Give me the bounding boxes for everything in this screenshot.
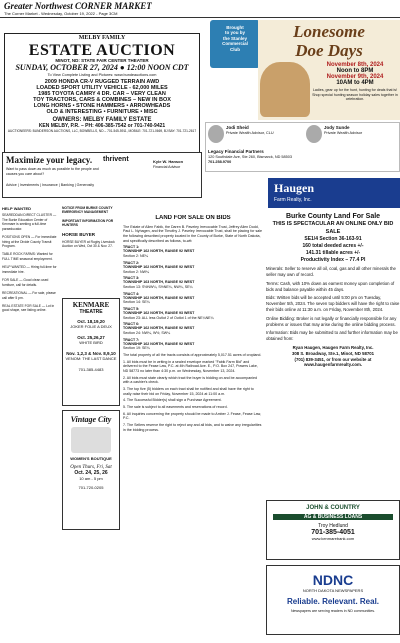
burke-address: 308 S. Broadway, Ste.1, Minot, ND 58701 <box>291 350 375 356</box>
haugen-title: Haugen <box>274 181 315 195</box>
agent-title: Financial Advisor <box>153 165 181 169</box>
advisor-photo <box>306 125 322 143</box>
melby-auctioneers: AUCTIONEERS: BUNDERSON AUCTIONS, LLC, BOWBELLS, ND – 701-545-5911, MOBILE: 701-721-0669, BJ BAY: 701-721-2617 <box>7 129 197 134</box>
tract-section: Section 19: SE¼ <box>123 346 150 351</box>
advisor-title-2: Private Wealth Advisor <box>324 130 363 135</box>
vintage-tag: WOMEN'S BOUTIQUE <box>70 456 112 461</box>
term-item: 4. The Successful Bidder(s) shall sign a Purchase Agreement. <box>123 398 222 403</box>
tract-section: Section 2: NE¼ <box>123 254 148 259</box>
club-line: the Stanley <box>222 35 247 41</box>
melby-title: ESTATE AUCTION <box>28 41 176 59</box>
vintage-time: 10 am - 5 pm <box>79 476 103 481</box>
thrivent-sub: Want to pass down as much as possible to the people and causes you care about? <box>6 167 99 176</box>
tract-township: TOWNSHIP 162 NORTH, RANGE 93 WEST <box>123 310 195 315</box>
melby-item: OLD & INTERESTING • FURNITURE • MISC <box>46 109 158 116</box>
haugen-logo <box>268 178 400 208</box>
tract-township: TOWNSHIP 162 NORTH, RANGE 92 WEST <box>123 341 195 346</box>
classified-item: SEAREDDAN DIRECT CLUSTER — The Burke Education Center of Kenmare is seeking a full-time paraeducator. <box>2 213 57 231</box>
vintage-hours: Open Thurs, Fri, Sat <box>70 465 112 470</box>
doe-title-2: Doe Days <box>295 41 363 60</box>
notice-item: HORSE BUYER at Rugby Livestock Auction on Wed, Oct 30 & Nov. 27. <box>62 239 115 249</box>
tract-township: TOWNSHIP 163 NORTH, RANGE 92 WEST <box>123 280 195 285</box>
tract-label: TRACT 6: <box>123 322 140 327</box>
tract-label: TRACT 2: <box>123 260 140 265</box>
agent-name: Kyle W. Hanson <box>153 159 184 164</box>
show-dates: Oct. 18,19,20 <box>77 319 105 324</box>
masthead: Greater Northwest CORNER MARKET <box>4 1 152 11</box>
issue-line: The Corner Market - Wednesday, October 19, 2022 - Page 3CM <box>4 11 118 16</box>
kenmare-theatre-ad <box>62 298 120 406</box>
show-title: VENOM: THE LAST DANCE <box>65 356 117 361</box>
tract-township: TOWNSHIP 162 NORTH, RANGE 92 WEST <box>123 326 195 331</box>
burke-body: Online Bidding: Broker is not legally or financially responsible for any problems or issues that may arise during the online bidding process. <box>266 315 397 327</box>
ndnc-tagline: Reliable. Relevant. Real. <box>286 597 380 606</box>
land-title: LAND FOR SALE ON BIDS <box>155 215 231 221</box>
burke-body: Terms: Cash, with 10% down as earnest money upon completion of bids and balance payable within 45 days. <box>266 280 395 292</box>
tract-label: TRACT 7: <box>123 337 140 342</box>
bank-contact: Troy Hedlund <box>318 523 348 529</box>
melby-item: 1985 TOYOTA CAMRY 4 DR. CAR – VERY CLEAN <box>38 91 166 98</box>
burke-county-land-ad <box>266 212 400 496</box>
term-item: 7. The Sellers reserve the right to reject any and all bids, and to waive any irregularities in the bidding process. <box>123 422 262 432</box>
melby-preview: To View Complete Listing and Pictures: www.bundeauctions.com <box>47 72 157 77</box>
classifieds-title: HELP WANTED <box>2 206 32 211</box>
classified-item: POSITIONS OPEN — For immediate hiring at the Divide County Transit Program. <box>2 235 57 249</box>
classified-item: RECREATIONAL — For sale, please call after 5 pm. <box>2 291 56 300</box>
tract-label: TRACT 4: <box>123 291 140 296</box>
doe-date-1: November 8th, 2024 <box>326 62 384 68</box>
club-line: Club <box>230 46 240 52</box>
doe-blurb: Ladies, gear up for the hunt, hunting for deals that is! Shop special hunting season holiday sales together in celebration. <box>312 88 398 102</box>
bank-ad <box>266 500 400 560</box>
show-dates: Nov. 1,2,3 & Nov. 8,9,10 <box>66 351 116 356</box>
tract-list <box>123 245 263 350</box>
advisor-address: 120 Southdale Ave, Ste 260, Bismarck, ND 58503 <box>208 154 292 159</box>
notice-item: IMPORTANT INFORMATION FOR HUNTERS <box>62 218 114 228</box>
advisor-name-2: Jody Sunde <box>324 125 350 130</box>
advisor-phone: 701.258.9700 <box>208 159 232 164</box>
melby-top: MELBY FAMILY <box>78 35 126 41</box>
theatre-title: KENMARE <box>72 301 110 309</box>
show-dates: Oct. 25,26,27 <box>77 335 105 340</box>
burke-phone: (701) 839-3451, or from our website at <box>294 356 372 362</box>
land-intro: The Estate of Allen Fabik, the Daren B. Paveley Irrevocable Trust, Jeffrey Allen Dodd, Paul L. Nyhagen, and the Timothy J. Paveley Irrevocable Trust, shall be placing for sale the following described property located in the County of Burke, State of North Dakota, and specifically described as follows, to-wit: <box>123 224 263 243</box>
vintage-title: Vintage City <box>70 415 112 424</box>
vintage-city-ad <box>62 410 120 530</box>
vintage-logo <box>71 427 111 453</box>
burke-body: Minerals: Seller to reserve all oil, coal, gas and all other minerals the seller may own of record. <box>266 266 396 278</box>
melby-item: LOADED SPORT UTILITY VEHICLE - 62,000 MILES <box>36 85 168 92</box>
term-item: 2. All bids must state clearly which tract the buyer is bidding on and be accompanied with a cashier's check. <box>123 375 258 385</box>
term-item: 6. All inquiries concerning the property should be made to Amber J. Fease, Fease Law, P.C. <box>123 411 262 421</box>
theatre-sub: THEATRE <box>79 309 103 315</box>
tract-township: TOWNSHIP 162 NORTH, RANGE 92 WEST <box>123 264 195 269</box>
tract-section: Section 13: S½NW¼, S½NE¼, NW¼, SE¼ <box>123 284 193 289</box>
thrivent-headline: Maximize your legacy. <box>6 155 93 165</box>
burke-body: Bids: Written bids will be accepted until 5:00 pm on Tuesday, November 5th, 2024. The seven top bidders will have the right to raise their bids online at 11:30 a.m. on Friday, November 8th, 2024. <box>266 295 400 313</box>
term-item: 3. The top five (5) bidders on each tract shall be notified and shall have the right to orally raise their bid on Friday, November 15, 2024 at 11:00 a.m. <box>123 386 254 396</box>
burke-h5: 141.31 tillable acres +/- <box>305 249 361 256</box>
ndnc-logo: NDNC <box>312 572 354 588</box>
club-line: Commercial <box>222 41 248 47</box>
doe-hours-1: Noon to 8PM <box>336 68 374 74</box>
land-for-sale-notice <box>123 215 263 635</box>
haugen-sub: Farm Realty, Inc. <box>274 197 312 203</box>
burke-website[interactable]: www.haugenfarmrealty.com. <box>303 362 363 368</box>
melby-item: TOY TRACTORS, CARS & COMBINES – NEW IN BOX <box>33 97 171 104</box>
advisor-name-1: Jodi Sheid <box>226 125 249 130</box>
burke-body: Information: Bids may be submitted to and further information may be obtained from: <box>266 330 398 342</box>
melby-date: SUNDAY, OCTOBER 27, 2024 ● 12:00 NOON CDT <box>15 63 189 73</box>
thrivent-ad <box>2 152 202 198</box>
melby-location: MINOT, ND: STATE FAIR CENTER THEATER <box>55 58 149 64</box>
bank-name: JOHN & COUNTRY <box>306 505 360 511</box>
burke-h3: SE1/4 Section 36-163-91 <box>304 236 362 243</box>
show-title: WHITE BIRD <box>79 340 103 345</box>
advisor-photo <box>208 125 224 143</box>
classified-item: TABLE ROCK FARMS: Wanted for FULL TIME seasonal employment. <box>2 252 53 261</box>
bank-phone: 701-385-4051 <box>311 529 355 536</box>
page-header <box>0 0 400 18</box>
melby-auction-ad <box>4 33 200 153</box>
tract-label: TRACT 5: <box>123 306 140 311</box>
tract-section: Section 14: SE¼ <box>123 300 150 305</box>
term-item: 1. All bids must be in writing in a sealed envelope marked "Fabik Farm Bid" and delivered to the Fease Law, P.C. at 4th Railroad Ave. E., P.O. Box 247, Powers Lake, ND 58773 no later than 4:30 p.m. on Wednesday, November 13, 2024. <box>123 359 258 373</box>
burke-contact: Ryan Haugen, Haugen Farm Realty, Inc. <box>292 345 374 351</box>
land-total: The total property of all the tracts consists of approximately 5,017.51 acres of cropland. <box>123 352 262 357</box>
tract-label: TRACT 3: <box>123 276 140 281</box>
ndnc-ad <box>266 565 400 635</box>
club-line: to you by <box>225 30 245 36</box>
melby-contact: KEN MELBY, P.R. – PH: 406-385-7542 or 701-740-9421 <box>38 122 166 129</box>
ndnc-blurb: Newspapers are serving readers in ND communities. <box>290 609 376 613</box>
melby-item: 2009 HONDA CR-V RUGGED TERRAIN AWD <box>44 79 160 86</box>
doe-date-2: November 9th, 2024 <box>326 74 384 80</box>
tract-section: Section 24: NW¼, W½, SW¼ <box>123 330 171 335</box>
club-line: Brought <box>226 25 244 30</box>
burke-h1: Burke County Land For Sale <box>285 213 381 220</box>
tract-township: TOWNSHIP 162 NORTH, RANGE 92 WEST <box>123 249 195 254</box>
commercial-club-ad <box>210 20 260 68</box>
show-title: JOKER FOLIE A DEUX <box>70 324 112 329</box>
advisor-ad <box>205 122 400 172</box>
doe-title-1: Lonesome <box>293 22 365 41</box>
classifieds-column <box>2 205 60 635</box>
term-item: 5. The sale is subject to all easements and reservations of record. <box>123 404 228 409</box>
burke-h2: THIS IS SPECTACULAR AN ONLINE ONLY BID SALE <box>272 221 394 235</box>
melby-item: LONG HORNS • STONE HAMMERS • ARROWHEADS <box>33 103 171 110</box>
tract-label: TRACT 1: <box>123 245 140 250</box>
doe-hours-2: 10AM to 4PM <box>336 80 374 86</box>
bank-sub: AG & BUSINESS LOANS <box>273 514 393 520</box>
ndnc-sub: NORTH DAKOTA NEWSPAPERS <box>302 588 364 593</box>
thrivent-logo: thrivent <box>103 156 129 163</box>
notice-item: NOTICE FROM BURKE COUNTY EMERGENCY MANAGEMENT <box>62 206 113 215</box>
bank-site[interactable]: www.kenmarebank.com <box>311 536 355 541</box>
notice-item: HORSE BUYER <box>62 231 96 237</box>
classified-item: FOR SALE — Good clean used furniture, call for details. <box>2 278 49 287</box>
terms-list <box>123 360 263 433</box>
advisor-firm: Legacy Financial Partners <box>208 149 264 154</box>
vintage-dates: Oct. 24, 25, 26 <box>74 470 108 476</box>
melby-owners: OWNERS: MELBY FAMILY ESTATE <box>52 117 152 124</box>
classified-item: REAL ESTATE FOR SALE — Lot in good shape, see listing online. <box>2 303 55 313</box>
classified-item: HELP WANTED — Hiring full-time for immediate hire. <box>2 265 57 274</box>
deer-illustration <box>260 62 310 117</box>
thrivent-tags: Advice | Investments | Insurance | Banking | Generosity <box>6 183 95 187</box>
vintage-phone: 701-720-0205 <box>78 485 104 490</box>
tract-section: Section 2: NW¼ <box>123 269 149 274</box>
tract-section: Section 23: ALL less Outlot 2 of Outlot 1 of the NE¼NE¼ <box>123 315 214 320</box>
tract-township: TOWNSHIP 162 NORTH, RANGE 92 WEST <box>123 295 195 300</box>
theatre-phone: 701-385-4483 <box>78 367 104 372</box>
lonesome-doe-days-ad <box>258 20 400 120</box>
burke-h6: Productivity Index – 77.4 PI <box>300 256 366 263</box>
notice-column <box>62 205 120 295</box>
burke-h4: 160 total deeded acres +/- <box>302 243 364 250</box>
advisor-title-1: Private Wealth Advisor, CLU <box>226 130 274 135</box>
